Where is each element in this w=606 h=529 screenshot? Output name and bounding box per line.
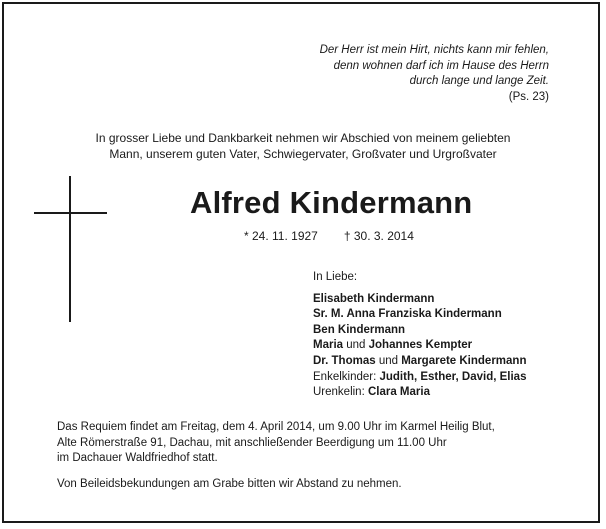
requiem-line-3: im Dachauer Waldfriedhof statt. [57,452,218,464]
requiem-line-2: Alte Römerstraße 91, Dachau, mit anschließender Beerdigung um 11.00 Uhr [57,436,447,449]
mourner-name: Dr. Thomas [313,354,376,367]
intro-text [0,130,606,162]
intro-line-1: In grosser Liebe und Dankbarkeit nehmen wir Abschied von meinem geliebten [95,131,511,145]
psalm-line-1: Der Herr ist mein Hirt, nichts kann mir fehlen, [319,44,549,56]
psalm-line-2: denn wohnen darf ich im Hause des Herrn [333,59,549,72]
mourner-name: Sr. M. Anna Franziska Kindermann [313,308,502,321]
grandchildren-label: Enkelkinder: [313,370,380,383]
mourner-name: Ben Kindermann [313,323,406,336]
mourner-name: Johannes Kempter [368,339,473,352]
death-date: † 30. 3. 2014 [343,229,414,243]
psalm-line-3: durch lange und lange Zeit. [409,75,549,87]
psalm-reference: (Ps. 23) [508,90,549,103]
life-dates [244,229,440,243]
deceased-name: Alfred Kindermann [190,185,473,220]
condolence-note: Von Beileidsbekundungen am Grabe bitten wir Abstand zu nehmen. [57,477,402,490]
great-grandchild-name: Clara Maria [367,386,430,399]
cross-icon-vertical [69,176,71,322]
cross-icon-horizontal [34,212,107,214]
mourner-name: Margarete Kindermann [401,354,527,367]
mourners-list [313,270,526,401]
intro-line-2: Mann, unserem guten Vater, Schwiegervater, Großvater und Urgroßvater [109,147,497,161]
requiem-notice [57,420,495,492]
great-grandchild-label: Urenkelin: [313,386,368,399]
psalm-quote [320,43,549,105]
grandchildren-names: Judith, Esther, David, Elias [379,370,527,383]
connector-text: und [375,354,402,367]
mourner-name: Maria [313,339,344,352]
birth-date: * 24. 11. 1927 [244,229,318,243]
connector-text: und [343,339,369,352]
mourners-heading: In Liebe: [313,271,358,283]
mourner-name: Elisabeth Kindermann [313,292,435,305]
requiem-line-1: Das Requiem findet am Freitag, dem 4. April 2014, um 9.00 Uhr im Karmel Heilig Blut, [57,421,495,433]
